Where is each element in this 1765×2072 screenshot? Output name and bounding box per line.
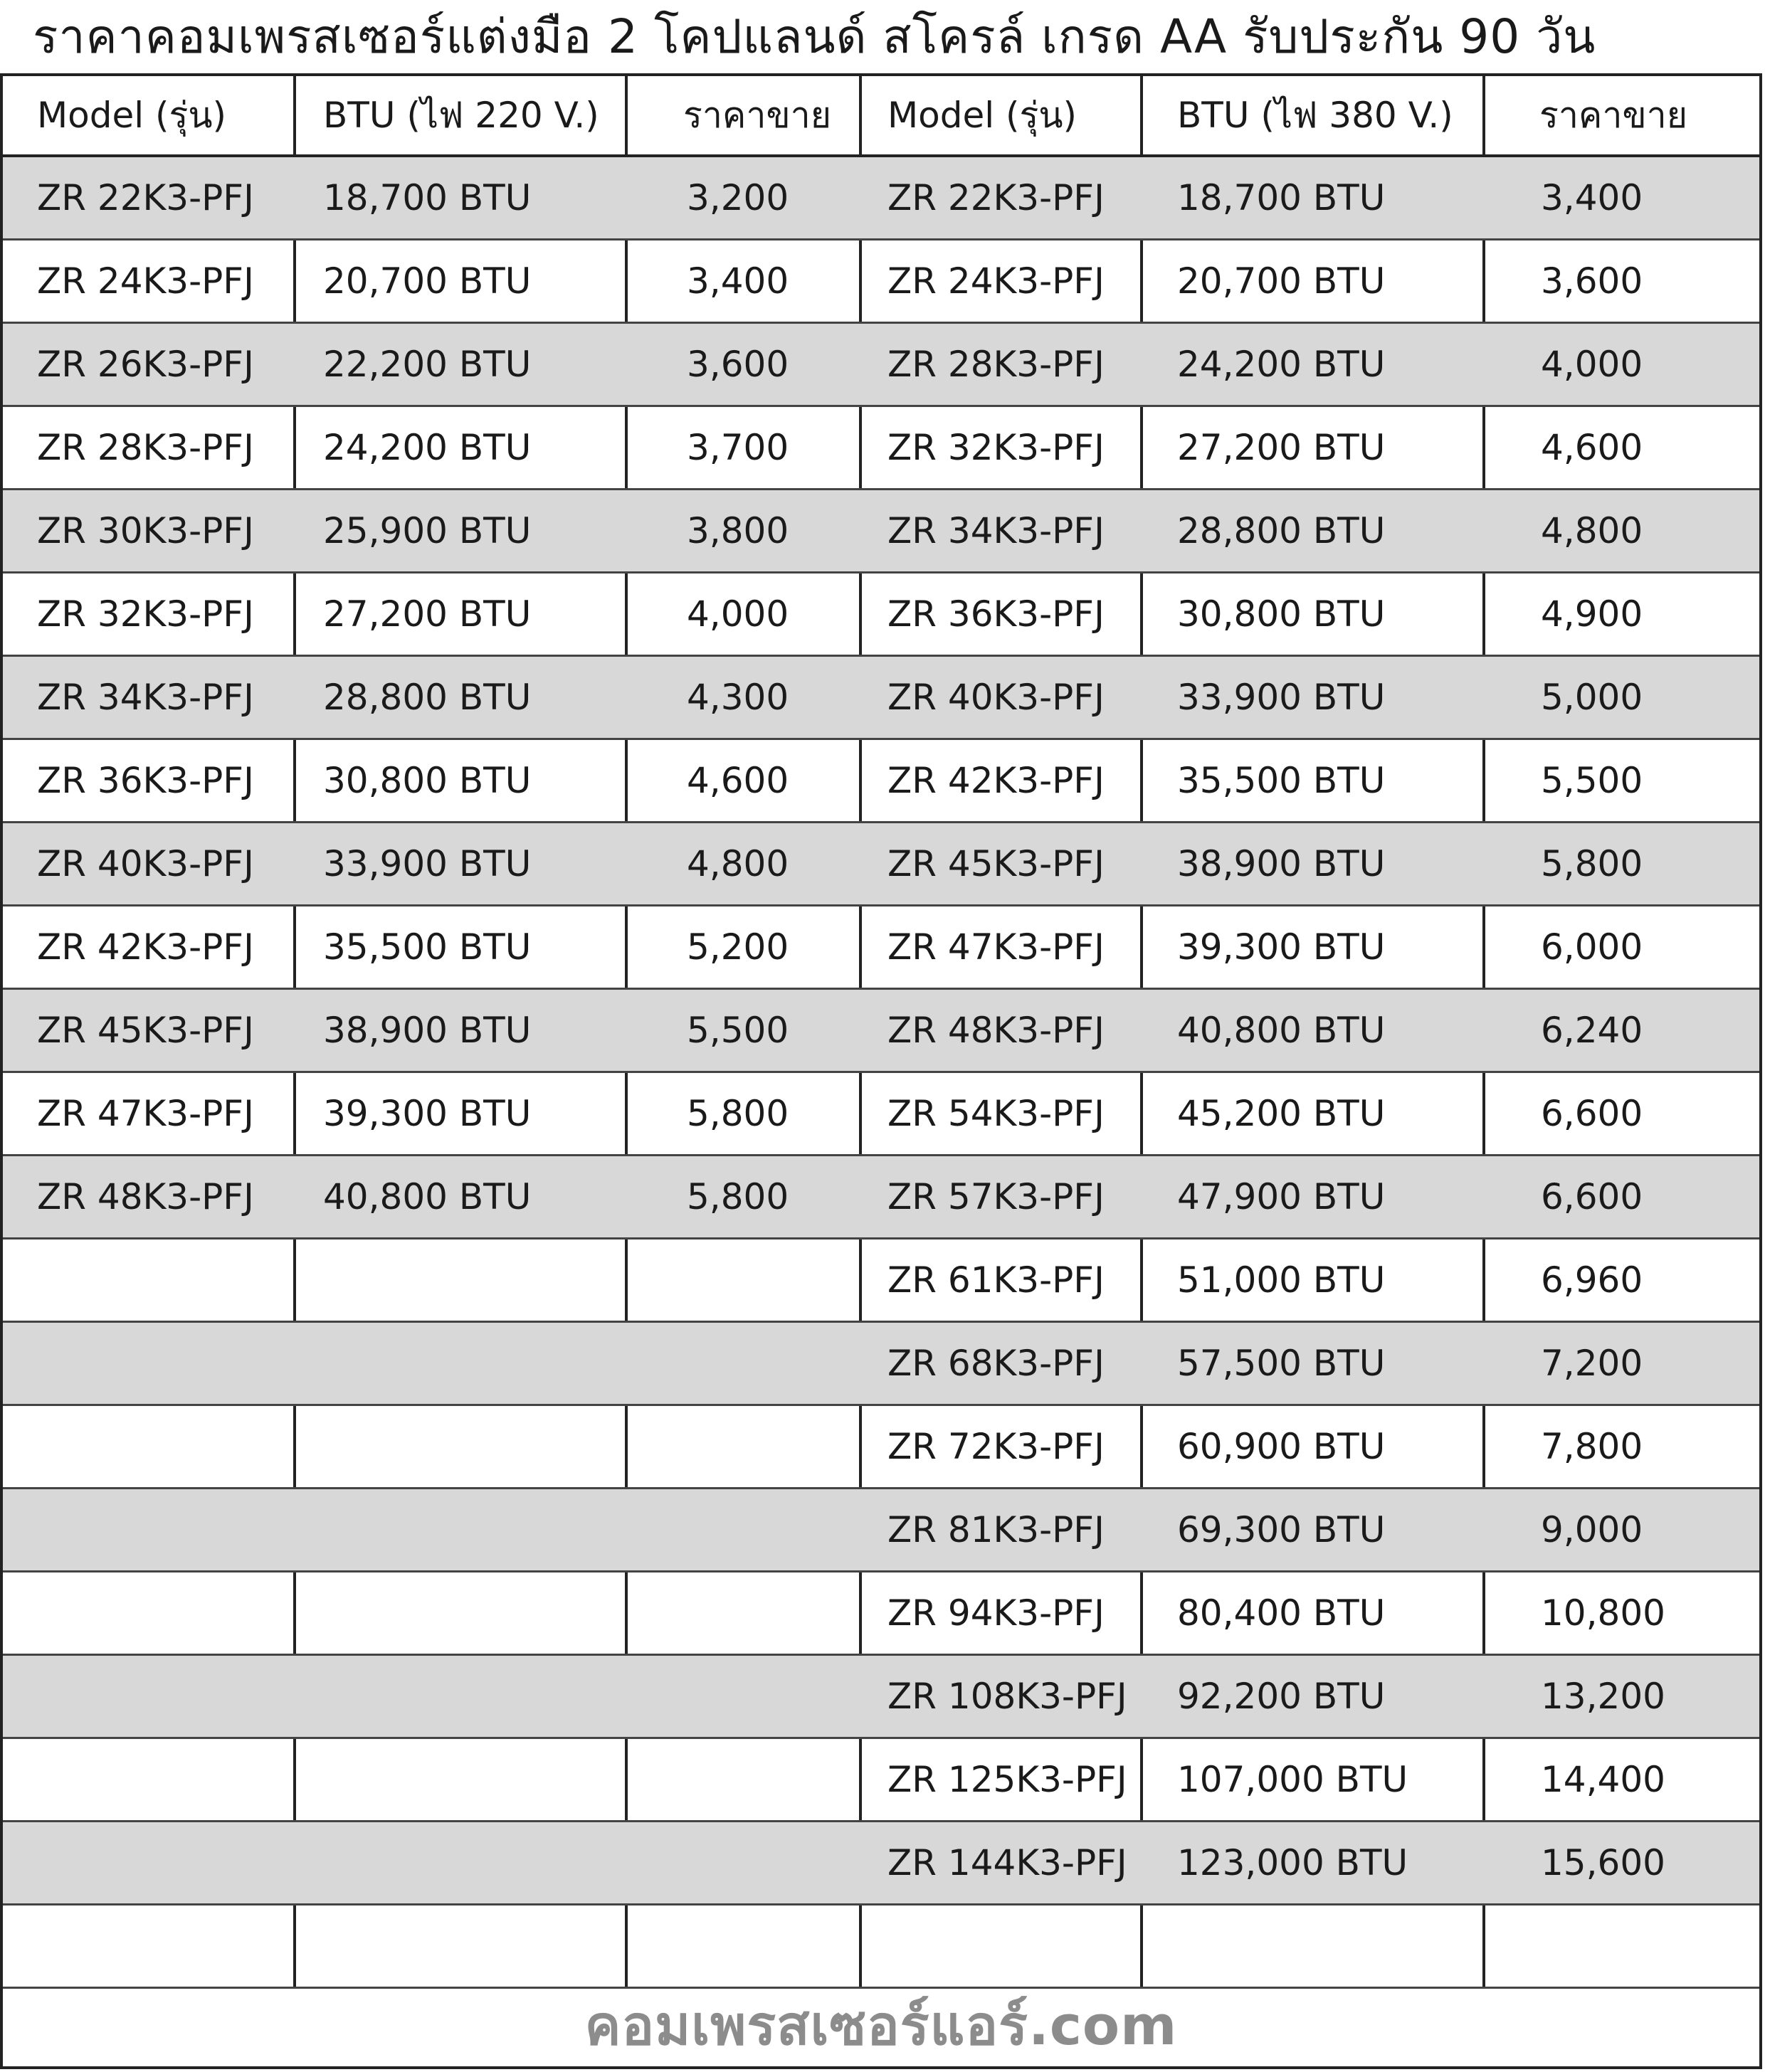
model-cell: ZR 45K3-PFJ xyxy=(37,1010,254,1051)
btu-cell: 27,200 BTU xyxy=(1177,427,1386,468)
model-cell: ZR 26K3-PFJ xyxy=(37,344,254,385)
table-row xyxy=(3,740,1759,823)
footer xyxy=(3,1985,1759,2066)
model-cell: ZR 24K3-PFJ xyxy=(887,260,1105,302)
price-cell: 4,000 xyxy=(1541,344,1643,385)
btu-cell: 30,800 BTU xyxy=(323,760,532,801)
column-header: BTU (ไฟ 220 V.) xyxy=(323,94,599,136)
model-cell: ZR 40K3-PFJ xyxy=(37,843,254,884)
model-cell: ZR 125K3-PFJ xyxy=(887,1759,1127,1800)
table-header-row xyxy=(3,76,1759,157)
price-cell: 5,800 xyxy=(687,1176,789,1217)
table-row xyxy=(3,157,1759,240)
btu-cell: 45,200 BTU xyxy=(1177,1093,1386,1134)
table-row xyxy=(3,1822,1759,1906)
model-cell: ZR 57K3-PFJ xyxy=(887,1176,1105,1217)
price-cell: 5,500 xyxy=(1541,760,1643,801)
table-row xyxy=(3,240,1759,324)
price-cell: 10,800 xyxy=(1541,1592,1665,1634)
table-row xyxy=(3,1240,1759,1323)
price-cell: 3,200 xyxy=(687,177,789,218)
btu-cell: 20,700 BTU xyxy=(1177,260,1386,302)
table-row xyxy=(3,990,1759,1073)
column-header: ราคาขาย xyxy=(1539,94,1688,136)
model-cell: ZR 28K3-PFJ xyxy=(887,344,1105,385)
price-cell: 7,200 xyxy=(1541,1343,1643,1384)
price-cell: 3,600 xyxy=(1541,260,1643,302)
btu-cell: 38,900 BTU xyxy=(323,1010,532,1051)
model-cell: ZR 81K3-PFJ xyxy=(887,1509,1105,1550)
price-cell: 5,800 xyxy=(1541,843,1643,884)
price-cell: 6,960 xyxy=(1541,1259,1643,1301)
model-cell: ZR 54K3-PFJ xyxy=(887,1093,1105,1134)
btu-cell: 47,900 BTU xyxy=(1177,1176,1386,1217)
btu-cell: 51,000 BTU xyxy=(1177,1259,1386,1301)
table-row xyxy=(3,1323,1759,1406)
model-cell: ZR 28K3-PFJ xyxy=(37,427,254,468)
price-cell: 4,000 xyxy=(687,593,789,635)
btu-cell: 30,800 BTU xyxy=(1177,593,1386,635)
page-title: ราคาคอมเพรสเซอร์แต่งมือ 2 โคปแลนด์ สโครล์ เกรด AA รับประกัน 90 วัน xyxy=(33,9,1596,64)
btu-cell: 38,900 BTU xyxy=(1177,843,1386,884)
price-cell: 3,800 xyxy=(687,510,789,551)
price-cell: 4,800 xyxy=(1541,510,1643,551)
price-cell: 13,200 xyxy=(1541,1676,1665,1717)
btu-cell: 24,200 BTU xyxy=(323,427,532,468)
price-cell: 4,800 xyxy=(687,843,789,884)
model-cell: ZR 94K3-PFJ xyxy=(887,1592,1105,1634)
btu-cell: 40,800 BTU xyxy=(1177,1010,1386,1051)
btu-cell: 27,200 BTU xyxy=(323,593,532,635)
model-cell: ZR 36K3-PFJ xyxy=(37,760,254,801)
price-cell: 6,000 xyxy=(1541,926,1643,968)
btu-cell: 28,800 BTU xyxy=(323,677,532,718)
model-cell: ZR 61K3-PFJ xyxy=(887,1259,1105,1301)
btu-cell: 123,000 BTU xyxy=(1177,1842,1408,1883)
btu-cell: 35,500 BTU xyxy=(1177,760,1386,801)
btu-cell: 28,800 BTU xyxy=(1177,510,1386,551)
model-cell: ZR 68K3-PFJ xyxy=(887,1343,1105,1384)
btu-cell: 18,700 BTU xyxy=(323,177,532,218)
model-cell: ZR 48K3-PFJ xyxy=(887,1010,1105,1051)
model-cell: ZR 47K3-PFJ xyxy=(887,926,1105,968)
table-row xyxy=(3,1656,1759,1739)
price-cell: 4,300 xyxy=(687,677,789,718)
footer-website[interactable]: คอมเพรสเซอร์แอร์.com xyxy=(584,1994,1178,2057)
price-cell: 5,000 xyxy=(1541,677,1643,718)
model-cell: ZR 108K3-PFJ xyxy=(887,1676,1127,1717)
btu-cell: 33,900 BTU xyxy=(323,843,532,884)
model-cell: ZR 36K3-PFJ xyxy=(887,593,1105,635)
column-header: Model (รุ่น) xyxy=(887,94,1078,136)
price-cell: 9,000 xyxy=(1541,1509,1643,1550)
btu-cell: 80,400 BTU xyxy=(1177,1592,1386,1634)
model-cell: ZR 48K3-PFJ xyxy=(37,1176,254,1217)
btu-cell: 107,000 BTU xyxy=(1177,1759,1408,1800)
btu-cell: 33,900 BTU xyxy=(1177,677,1386,718)
table-row xyxy=(3,1156,1759,1240)
column-header: Model (รุ่น) xyxy=(37,94,227,136)
table-row xyxy=(3,1489,1759,1572)
price-cell: 14,400 xyxy=(1541,1759,1665,1800)
table-row xyxy=(3,906,1759,990)
model-cell: ZR 72K3-PFJ xyxy=(887,1426,1105,1467)
price-cell: 3,400 xyxy=(1541,177,1643,218)
price-cell: 7,800 xyxy=(1541,1426,1643,1467)
model-cell: ZR 34K3-PFJ xyxy=(887,510,1105,551)
btu-cell: 39,300 BTU xyxy=(323,1093,532,1134)
table-row xyxy=(3,407,1759,490)
price-cell: 5,200 xyxy=(687,926,789,968)
price-cell: 6,600 xyxy=(1541,1176,1643,1217)
table-row xyxy=(3,823,1759,906)
table-row xyxy=(3,657,1759,740)
column-header: BTU (ไฟ 380 V.) xyxy=(1177,94,1453,136)
price-cell: 3,400 xyxy=(687,260,789,302)
table-row xyxy=(3,1073,1759,1156)
btu-cell: 57,500 BTU xyxy=(1177,1343,1386,1384)
price-cell: 5,800 xyxy=(687,1093,789,1134)
price-cell: 5,500 xyxy=(687,1010,789,1051)
model-cell: ZR 34K3-PFJ xyxy=(37,677,254,718)
btu-cell: 35,500 BTU xyxy=(323,926,532,968)
table-row xyxy=(3,1572,1759,1656)
btu-cell: 25,900 BTU xyxy=(323,510,532,551)
price-cell: 3,600 xyxy=(687,344,789,385)
table-row xyxy=(3,1406,1759,1489)
btu-cell: 40,800 BTU xyxy=(323,1176,532,1217)
btu-cell: 22,200 BTU xyxy=(323,344,532,385)
model-cell: ZR 45K3-PFJ xyxy=(887,843,1105,884)
price-cell: 4,600 xyxy=(1541,427,1643,468)
btu-cell: 60,900 BTU xyxy=(1177,1426,1386,1467)
price-table xyxy=(0,73,1762,2069)
table-row xyxy=(3,1906,1759,1989)
model-cell: ZR 24K3-PFJ xyxy=(37,260,254,302)
model-cell: ZR 30K3-PFJ xyxy=(37,510,254,551)
model-cell: ZR 144K3-PFJ xyxy=(887,1842,1127,1883)
price-cell: 4,600 xyxy=(687,760,789,801)
btu-cell: 20,700 BTU xyxy=(323,260,532,302)
model-cell: ZR 42K3-PFJ xyxy=(37,926,254,968)
price-cell: 6,240 xyxy=(1541,1010,1643,1051)
column-header: ราคาขาย xyxy=(683,94,832,136)
model-cell: ZR 22K3-PFJ xyxy=(37,177,254,218)
btu-cell: 39,300 BTU xyxy=(1177,926,1386,968)
btu-cell: 24,200 BTU xyxy=(1177,344,1386,385)
model-cell: ZR 32K3-PFJ xyxy=(37,593,254,635)
btu-cell: 92,200 BTU xyxy=(1177,1676,1386,1717)
model-cell: ZR 47K3-PFJ xyxy=(37,1093,254,1134)
table-row xyxy=(3,490,1759,574)
table-row xyxy=(3,574,1759,657)
model-cell: ZR 22K3-PFJ xyxy=(887,177,1105,218)
price-cell: 3,700 xyxy=(687,427,789,468)
model-cell: ZR 32K3-PFJ xyxy=(887,427,1105,468)
model-cell: ZR 42K3-PFJ xyxy=(887,760,1105,801)
btu-cell: 18,700 BTU xyxy=(1177,177,1386,218)
table-row xyxy=(3,324,1759,407)
price-cell: 6,600 xyxy=(1541,1093,1643,1134)
table-row xyxy=(3,1739,1759,1822)
price-cell: 4,900 xyxy=(1541,593,1643,635)
btu-cell: 69,300 BTU xyxy=(1177,1509,1386,1550)
price-cell: 15,600 xyxy=(1541,1842,1665,1883)
model-cell: ZR 40K3-PFJ xyxy=(887,677,1105,718)
